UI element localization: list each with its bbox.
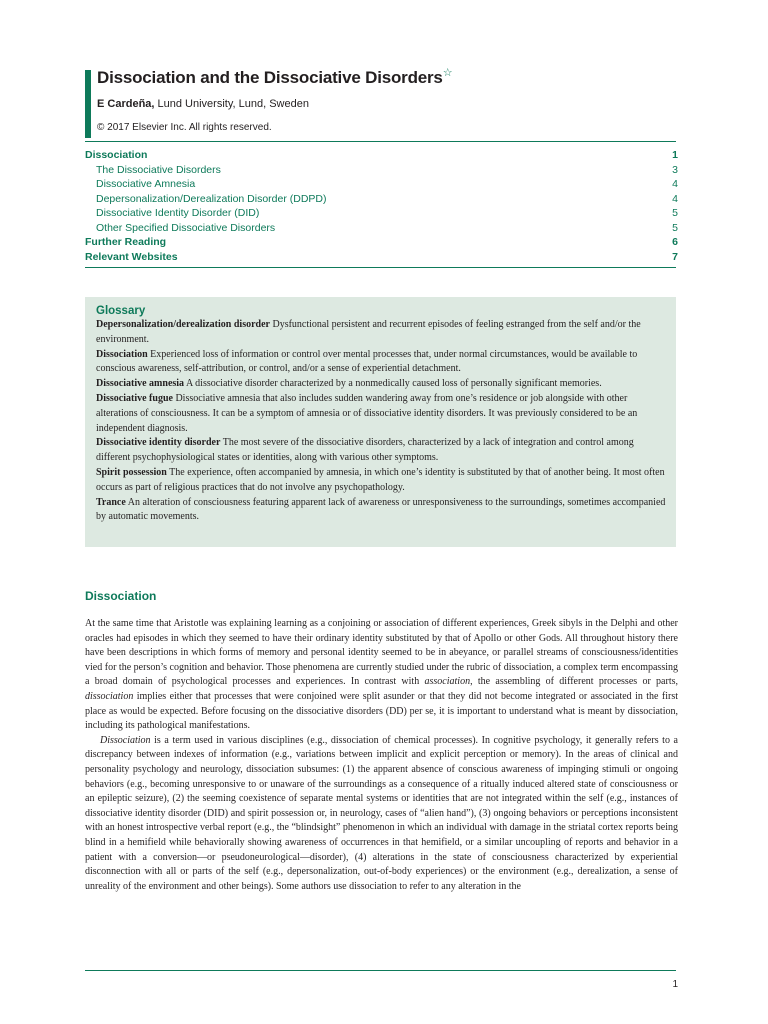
glossary-term: Dissociation [96,348,148,360]
glossary-definition: Dissociative amnesia that also includes sudden wandering away from one’s residence or job alongside with other alterations of consciousness. It can be a symptom of amnesia or of dissociative identity disorders. It was previously considered to be an independent diagnosis. [96,392,638,434]
toc-item-further-reading[interactable] [85,235,678,250]
glossary-term: Trance [96,496,126,508]
toc-item-label: Depersonalization/Derealization Disorder (DDPD) [96,192,327,205]
toc-item-page: 4 [672,178,678,190]
paragraph [85,617,678,734]
emphasis-text: Dissociation [100,734,151,746]
paragraph [85,734,678,895]
paragraph-text: At the same time that Aristotle was explaining learning as a conjoining or association of different experiences, Greek sibyls in the Delphi and other oracles had episodes in which they seemed to have their ordinary identity substituted by that of Apollo or other Gods. All throughout history there have been descriptions in which forms of memory and personal identity seemed to be in abeyance, or parallel streams of consciousness/identities vied for the person’s cognition and behavior. Those phenomena are currently studied under the rubric of dissociation, a complex term encompassing a broad domain of psychological processes and experiences. In contrast with [85,618,678,688]
toc-item-label: Dissociation [85,149,148,161]
toc-bottom-rule [85,267,676,268]
toc-item-page: 5 [672,207,678,219]
toc-item-label: Dissociative Identity Disorder (DID) [96,207,260,219]
table-of-contents [85,148,678,264]
glossary-definition: The experience, often accompanied by amnesia, in which one’s identity is substituted by that of another being. It most often occurs as part of religious practices that do not involve any psychopathology. [96,466,665,493]
glossary-title: Glossary [96,305,146,317]
toc-item-label: Further Reading [85,236,167,248]
paragraph-text: implies either that processes that were conjoined were split asunder or that they did not become integrated or associated in the first place as would be expected. Before focusing on the dissociative disorders (DD) per se, it is important to understand what is meant by dissociation, including its pathological manifestations. [85,690,678,732]
glossary-term: Dissociative fugue [96,392,173,404]
toc-item-label: Other Specified Dissociative Disorders [96,221,276,234]
toc-item-relevant-websites[interactable] [85,250,678,265]
toc-item-page: 5 [672,221,678,234]
toc-item-other-specified[interactable] [85,221,678,236]
toc-item-dissociative-amnesia[interactable] [85,177,678,192]
paragraph-text: , the assembling of different processes or parts, [470,676,678,688]
copyright-notice: © 2017 Elsevier Inc. All rights reserved. [97,122,272,133]
glossary-term: Spirit possession [96,466,167,478]
glossary-term: Dissociative identity disorder [96,437,221,449]
toc-top-rule [85,141,676,142]
glossary-entry [96,348,668,378]
author-line [97,98,309,110]
toc-item-ddpd[interactable] [85,192,678,207]
glossary-definition: A dissociative disorder characterized by a nonmedically caused loss of personally significant memories. [184,378,602,390]
glossary-term: Dissociative amnesia [96,378,185,390]
author-affiliation: Lund University, Lund, Sweden [154,98,309,110]
section-heading: Dissociation [85,589,157,603]
toc-item-page: 6 [672,236,678,248]
glossary-entry [96,466,668,496]
toc-item-did[interactable] [85,206,678,221]
page-number: 1 [672,979,678,990]
toc-item-dissociative-disorders[interactable] [85,163,678,178]
author-name: E Cardeña, [97,98,155,110]
toc-item-page: 3 [672,163,678,176]
glossary-definition: An alteration of consciousness featuring apparent lack of awareness or unresponsiveness to the surroundings, sometimes accompanied by automatic movements. [96,496,666,523]
section-body [85,617,678,894]
toc-item-label: Relevant Websites [85,250,178,263]
glossary-entry [96,436,668,466]
toc-item-page: 7 [672,250,678,263]
glossary-entry [96,377,668,392]
paragraph-text: is a term used in various disciplines (e.g., dissociation of chemical processes). In cognitive psychology, it generally refers to a discrepancy between indexes of information (e.g., variations between implicit and explicit perception or memory). In the areas of clinical and personality psychology and neurology, dissociation subsumes: (1) the apparent absence of conscious awareness of impinging stimuli or ongoing behaviors (e.g., becoming unresponsive to or unaware of the surroundings as a consequence of a ritually induced altered state of consciousness or an epileptic seizure), (2) the seeming coexistence of separate mental systems or identities that are not integrated within the self (e.g., instances of dissociative identity disorder (DID) and spirit possession or, in neurology, cases of “alien hand”), (3) ongoing behaviors or perceptions inconsistent with an honest introspective verbal report (e.g., the “blindsight” phenomenon in which an individual with damage in the striatal cortex reports being blind in a hemifield while behaviorally showing awareness of occurrences in that hemifield, or a similar uncoupling of reports and behavior in a patient with a conversion—or pseudoneurological—disorder), (4) alterations in the state of consciousness characterized by experiential disconnection with all or parts of the self (e.g., depersonalization, out-of-body experiences) or the environment (e.g., derealization, a sense of unreality of the environment and other beings). Some authors use dissociation to refer to any alteration in the [85,734,678,892]
toc-item-page: 4 [672,192,678,205]
glossary-term: Depersonalization/derealization disorder [96,319,270,330]
glossary-entry [96,392,668,436]
glossary-definition: Experienced loss of information or control over mental processes that, under normal circumstances, would be available to conscious awareness, self-attribution, or control, and/or a sense of experiential detachment. [96,348,638,375]
glossary-entry [96,496,668,526]
glossary-entry [96,318,668,348]
article-title-text: Dissociation and the Dissociative Disorders [97,68,443,87]
toc-item-dissociation[interactable] [85,148,678,163]
glossary-definition: Dysfunctional persistent and recurrent episodes of feeling estranged from the self and/or the environment. [96,319,641,345]
toc-item-label: Dissociative Amnesia [96,178,196,190]
toc-item-page: 1 [672,149,678,161]
emphasis-text: association [424,676,471,688]
title-accent-bar [85,70,91,138]
footer-rule [85,970,676,971]
article-title [97,68,452,88]
glossary-definition: The most severe of the dissociative disorders, characterized by a lack of integration and control among different psychophysiological states or identities, along with various other symptoms. [96,437,634,464]
glossary-box [85,297,676,547]
emphasis-text: dissociation [85,690,134,702]
footnote-star-icon[interactable]: ☆ [442,67,453,79]
toc-item-label: The Dissociative Disorders [96,163,221,176]
